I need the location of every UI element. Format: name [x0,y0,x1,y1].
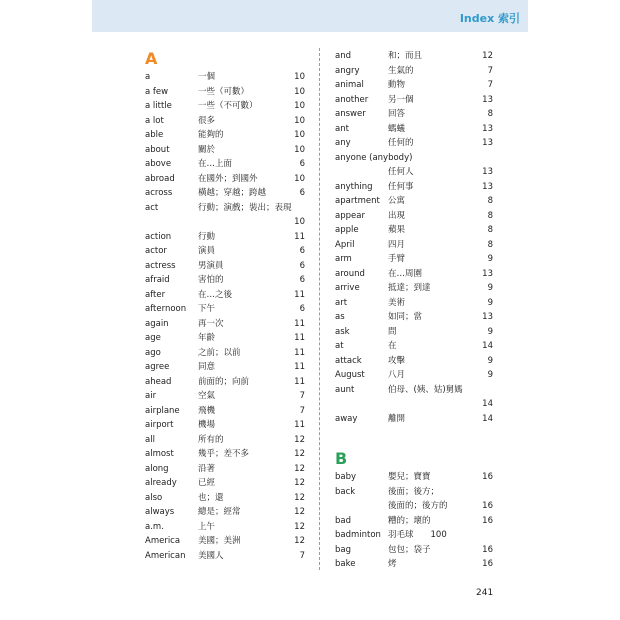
index-entry [145,85,305,100]
index-entry [145,491,305,506]
index-entry [145,346,305,361]
column-divider [319,48,320,570]
entry-page: 7 [299,391,305,401]
entry-page: 6 [299,246,305,256]
entry-meaning: 離開 [388,413,406,424]
entry-meaning: 回答 [388,109,406,119]
entry-page: 8 [487,239,493,250]
index-entry [335,557,493,572]
entry-word: always [145,507,175,517]
entry-page: 9 [487,326,493,337]
entry-meaning: 在國外；到國外 [198,173,258,184]
index-entry [145,128,305,143]
entry-word: apartment [335,196,380,206]
index-entry [145,302,305,317]
entry-meaning: 糟的；壞的 [388,515,431,526]
index-entry [335,49,493,64]
entry-word: April [335,239,355,250]
index-entry [145,476,305,491]
entry-meaning: 後面；後方； [388,486,440,497]
entry-meaning: 關於 [198,144,216,155]
entry-word: a little [145,101,172,111]
entry-meaning: 任何事 [388,181,414,192]
entry-page: 12 [294,449,305,459]
entry-meaning: 烤 [388,559,397,569]
entry-word: age [145,333,161,343]
entry-meaning: 害怕的 [198,275,224,285]
entry-page: 9 [487,370,493,380]
entry-word: airport [145,420,174,430]
entry-page: 13 [482,94,493,105]
entry-page: 13 [482,181,493,192]
entry-meaning: 橫越；穿越；跨越 [198,188,267,198]
entry-word: already [145,478,177,488]
entry-meaning: 一些（不可數） [198,101,258,111]
index-entry [335,543,493,558]
entry-word: art [335,297,348,308]
entry-meaning: 伯母、(姨、姑)舅媽 [388,384,463,395]
entry-word: again [145,318,169,329]
section-letter-a: A [145,49,158,68]
index-entry [335,470,493,485]
index-entry [335,499,493,514]
entry-meaning: 抵達；到達 [388,283,431,293]
entry-page: 14 [482,341,493,351]
entry-word: bake [335,559,356,569]
entry-meaning: 嬰兒；寶寶 [388,472,431,482]
entry-word: apple [335,225,359,235]
entry-meaning: 美術 [388,297,406,308]
entry-meaning: 在…周圍 [388,268,423,279]
index-entry [335,514,493,529]
entry-meaning: 之前；以前 [198,347,241,358]
entry-meaning: 幾乎；差不多 [198,449,250,459]
entry-meaning: 螞蟻 [388,123,406,134]
entry-page: 13 [482,268,493,279]
index-entry [145,418,305,433]
index-entry [145,404,305,419]
entry-meaning: 美國人 [198,550,224,561]
index-entry [335,136,493,151]
entry-meaning: 空氣 [198,391,216,401]
index-entry [145,230,305,245]
entry-word: America [145,536,181,546]
entry-meaning: 男演員 [198,260,224,271]
index-entry [335,412,493,427]
index-entry [335,310,493,325]
entry-page: 16 [482,559,493,569]
entry-meaning: 任何人 [388,167,414,177]
entry-word: a lot [145,115,164,126]
entry-word: answer [335,109,366,119]
index-entry [335,296,493,311]
entry-meaning: 攻擊 [388,355,406,366]
index-entry [145,331,305,346]
entry-meaning: 所有的 [198,434,224,445]
index-entry [335,122,493,137]
entry-meaning: 包包；袋子 [388,544,431,555]
index-entry [145,288,305,303]
entry-meaning: 四月 [388,239,406,250]
entry-meaning: 如同；當 [388,312,423,322]
entry-meaning: 在…之後 [198,289,233,300]
entry-word: across [145,188,173,198]
entry-page: 14 [482,399,493,409]
index-entry [145,157,305,172]
entry-page: 10 [294,144,305,155]
entry-meaning: 和；而且 [388,51,423,61]
entry-page: 13 [482,123,493,134]
index-entry [145,549,305,564]
entry-word: arm [335,254,352,264]
entry-meaning: 美國；美洲 [198,536,241,546]
index-entry [335,485,493,500]
entry-word: ago [145,347,161,358]
entry-word: agree [145,362,170,372]
entry-meaning: 下午 [198,304,216,314]
index-entry [145,273,305,288]
index-entry [145,172,305,187]
entry-word: angry [335,65,360,76]
entry-word: a.m. [145,521,164,532]
index-entry [145,114,305,129]
entry-meaning: 總是；經常 [198,507,241,517]
index-entry [145,433,305,448]
entry-page: 12 [294,536,305,546]
entry-meaning: 後面的；後方的 [388,501,448,511]
entry-meaning: 飛機 [198,405,216,416]
entry-page: 12 [294,478,305,488]
index-entry [145,244,305,259]
index-entry [335,165,493,180]
entry-page: 10 [294,217,305,227]
entry-word: and [335,51,351,61]
entry-word: a [145,72,151,82]
entry-word: badminton [335,530,381,540]
index-entry [335,93,493,108]
entry-page: 12 [482,51,493,61]
entry-word: bag [335,544,351,555]
entry-page: 12 [294,463,305,474]
entry-word: air [145,391,157,401]
entry-word: airplane [145,405,180,416]
entry-page: 6 [299,188,305,198]
entry-page: 7 [487,65,493,76]
entry-meaning: 沿著 [198,463,216,474]
index-entry [335,368,493,383]
index-entry [335,209,493,224]
index-entry [335,339,493,354]
entry-word: around [335,268,365,279]
entry-word: attack [335,355,362,366]
index-entry [145,389,305,404]
entry-word: another [335,94,369,105]
index-entry [335,528,493,543]
entry-page: 11 [294,362,305,372]
entry-word: anything [335,181,373,192]
entry-word: baby [335,472,357,482]
entry-word: aunt [335,384,355,395]
entry-meaning: 在 [388,341,397,351]
entry-page: 10 [294,86,305,97]
index-entry [145,259,305,274]
entry-word: afraid [145,275,170,285]
entry-word: almost [145,449,174,459]
entry-page: 10 [294,72,305,82]
entry-page: 9 [487,297,493,308]
entry-word: all [145,434,155,445]
entry-word: action [145,231,172,242]
entry-page: 9 [487,254,493,264]
entry-page: 11 [294,376,305,387]
index-entry [335,252,493,267]
entry-meaning: 一些（可數） [198,86,250,97]
entry-word: actor [145,246,167,256]
index-entry [335,180,493,195]
entry-page: 11 [294,333,305,343]
entry-word: away [335,413,358,424]
entry-page: 12 [294,507,305,517]
entry-page: 16 [482,501,493,511]
entry-meaning: 前面的；向前 [198,376,250,387]
entry-word: afternoon [145,304,187,314]
index-entry [145,99,305,114]
index-entry [335,325,493,340]
index-entry [335,238,493,253]
index-entry [335,354,493,369]
entry-meaning: 任何的 [388,138,414,148]
index-entry [335,383,493,398]
entry-word: ask [335,326,350,337]
entry-meaning: 行動 [198,231,216,242]
entry-page: 13 [482,138,493,148]
entry-page: 11 [294,289,305,300]
index-entry [335,281,493,296]
index-entry [145,520,305,535]
index-entry [145,186,305,201]
entry-meaning: 能夠的 [198,130,224,140]
entry-word: about [145,144,170,155]
entry-meaning: 很多 [198,115,216,126]
entry-meaning: 手臂 [388,254,406,264]
entry-page: 8 [487,196,493,206]
index-entry [145,215,305,230]
entry-word: American [145,550,186,561]
entry-word: a few [145,86,169,97]
entry-word: above [145,159,172,169]
entry-page: 9 [487,283,493,293]
entry-meaning: 動物 [388,80,406,90]
entry-page: 11 [294,420,305,430]
entry-word: at [335,341,344,351]
index-entry [145,534,305,549]
entry-word: arrive [335,283,360,293]
entry-page: 13 [482,167,493,177]
index-entry [145,462,305,477]
index-entry [145,360,305,375]
entry-meaning: 羽毛球 100 [388,530,447,540]
entry-meaning: 演員 [198,246,216,256]
index-entry [335,64,493,79]
entry-word: ahead [145,376,172,387]
entry-meaning: 再一次 [198,318,224,329]
index-entry [145,201,305,216]
entry-word: animal [335,80,364,90]
entry-page: 6 [299,260,305,271]
entry-page: 10 [294,130,305,140]
entry-page: 9 [487,355,493,366]
entry-meaning: 機場 [198,420,216,430]
entry-meaning: 公寓 [388,196,406,206]
index-entry [145,447,305,462]
entry-page: 10 [294,101,305,111]
entry-page: 10 [294,115,305,126]
entry-page: 8 [487,109,493,119]
entry-word: back [335,486,356,497]
index-entry [335,151,493,166]
entry-page: 7 [299,550,305,561]
index-entry [145,375,305,390]
entry-word: any [335,138,351,148]
entry-word: anyone (anybody) [335,152,413,163]
entry-word: along [145,463,169,474]
entry-page: 12 [294,434,305,445]
section-letter-b: B [335,449,348,468]
index-entry [145,505,305,520]
entry-page: 11 [294,347,305,358]
entry-meaning: 問 [388,326,397,337]
entry-word: abroad [145,173,175,184]
entry-meaning: 已經 [198,478,216,488]
header-bar [92,0,528,32]
index-entry [145,143,305,158]
entry-page: 12 [294,521,305,532]
entry-word: August [335,370,365,380]
entry-word: act [145,202,159,213]
entry-page: 16 [482,544,493,555]
entry-word: appear [335,210,365,221]
entry-page: 7 [487,80,493,90]
entry-meaning: 行動；演戲；裝出；表現 [198,202,292,213]
entry-page: 6 [299,159,305,169]
entry-meaning: 八月 [388,370,406,380]
entry-meaning: 年齡 [198,333,216,343]
index-entry [335,78,493,93]
entry-page: 13 [482,312,493,322]
entry-meaning: 生氣的 [388,65,414,76]
entry-page: 7 [299,405,305,416]
entry-meaning: 出現 [388,210,406,221]
entry-word: able [145,130,164,140]
index-entry [335,223,493,238]
index-title: Index 索引 [459,12,520,25]
entry-word: also [145,492,163,503]
entry-meaning: 蘋果 [388,225,406,235]
entry-page: 16 [482,472,493,482]
index-entry [145,70,305,85]
entry-word: actress [145,260,176,271]
entry-page: 14 [482,413,493,424]
index-entry [335,397,493,412]
entry-word: after [145,289,166,300]
entry-meaning: 上午 [198,521,216,532]
index-entry [145,317,305,332]
entry-meaning: 同意 [198,362,216,372]
entry-word: ant [335,123,349,134]
entry-page: 8 [487,210,493,221]
entry-meaning: 一個 [198,72,216,82]
index-entry [335,267,493,282]
index-entry [335,107,493,122]
entry-page: 11 [294,231,305,242]
index-entry [335,194,493,209]
entry-word: as [335,312,345,322]
entry-meaning: 也；還 [198,492,224,503]
entry-meaning: 在…上面 [198,159,233,169]
entry-page: 12 [294,492,305,503]
entry-page: 16 [482,515,493,526]
entry-page: 6 [299,275,305,285]
entry-meaning: 另一個 [388,94,414,105]
entry-page: 11 [294,318,305,329]
page-number: 241 [476,588,494,598]
entry-page: 8 [487,225,493,235]
entry-page: 6 [299,304,305,314]
entry-page: 10 [294,173,305,184]
entry-word: bad [335,515,351,526]
